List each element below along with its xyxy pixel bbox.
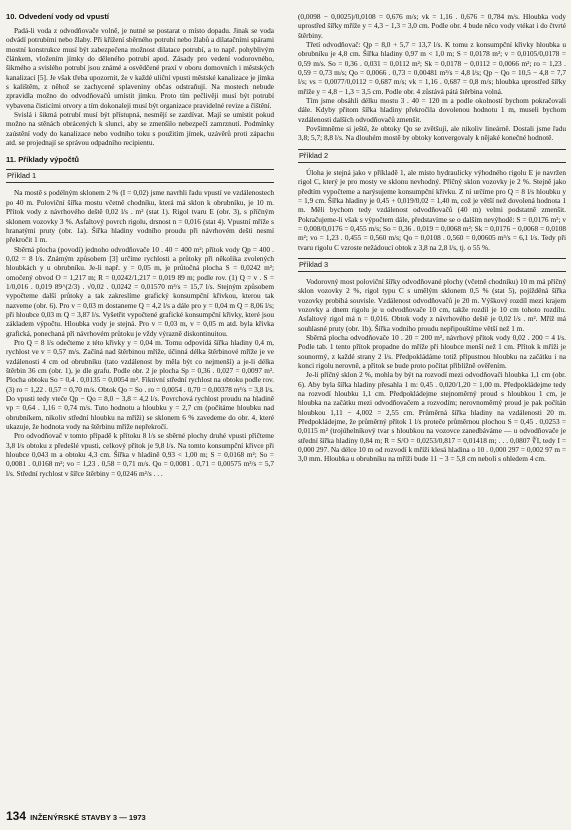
paragraph: Vodorovný most poloviční šířky odvodňované plochy (včetně chodníku) 10 m má příčný sklon vozovky 2 %, rigol typu C s umělým sklonem 0,5 % (stat 5), pojížděná šířka vozovky probíhá souvisle. Vzdálenost odvodňovačů je 20 m. Výškový rozdíl mezi krajem vozovky a dnem rigolu je u odvodňovače 10 cm, takže rozdíl je 10 cm tohoto rozdílu. Asfaltový rigol má n = 0,016. Obtok vody z návrhového deště je 0,02 l/s . m². Mříž má souhlasné pruty (obr. 1b). Šířka vodního proudu nepřipouštíme větší než 1 m. bbox=[298, 276, 566, 333]
paragraph: Je-li příčný sklon 2 %, mohla by být na rozvodí mezi odvodňovači hloubka 1,1 cm (obr. 6). Aby byla šířka hladiny přesahla 1 m: 0,45 . 0,020/1,20 = 1,00 m. Předpokládejme tedy na rozvodí hloubku 1,1 cm. Předpokládejme stejnoměrný proud s hloubkou 1 cm, je hloubka na začátku mezi odvodňovačem a rozvodím; nerovnoměrný proud je pak počítán hloubkou 1,11 − 4,002 = 2,55 cm. Průměrná šířka hladiny na vzdálenosti 20 m. Předpokládejme, že průměrný přítok 1 l/s proteče průměrnou plochou S = 0,45 . 0,0253 = 0,0115 m² (trojúhelníkový tvar s hloubkou na vozovce zanedbáváme — u odvodňovače je střední šířka hladiny 0,84 m; R = S/O = 0,0253/0,817 = 0,01418 m; . . . 0,0807 ∜I, tedy I = 0,000 297. Na délce 10 m od rozvodí k mříži klesá hladina o 10 . 0,000 297 = 0,002 97 m = 3,0 mm. Hloubka u obrubníku na mříži bude 11 − 3 = 5,8 cm neboli s ohledem 4 cm. bbox=[298, 370, 566, 464]
paragraph: Padá-li voda z odvodňovače volně, je nutné se postarat o místo dopadu. Jinak se voda odvádí potrubími nebo žlaby. Při křížení sběrného potrubí nebo žlabů a dilatačními spárami mostní konstrukce musí být zabezpečena možnost dilatace potrubí, a to např. pohyblivým článkem, vložením jímky do děleného potrubí apod. Zásady pro vedení vodorovného, šikmého a svislého potrubí jsou známé a osvědčené praxí v oboru domovních i městských kanalizací [5]. Je však třeba upozornit, že v každé uliční vpusti městské kanalizace je jímka s kalištěm, z něhož se zachycené splaveniny občas odstraňují. Na mostech nebude zpravidla možno do odvodňovačů umístit jímku. Proto tím pečlivěji musí být potrubí vybavena čisticími otvory a tím dokonaleji musí být organizace pravidelné revize a čištění. bbox=[6, 26, 274, 110]
page-number: 134 bbox=[6, 809, 27, 823]
right-column bbox=[298, 12, 566, 464]
paragraph: Pro odvodňovač v tomto případě k přítoku 8 l/s se sběrné plochy druhé vpusti přičteme 3,8 l/s obtoku z předešlé vpusti, celkový přítok je 9,8 l/s. Na tomto konsumpční křivce při hloubce 0,043 m a obtoku 4,3 cm. Šířka v hladině 0,93 < 1,00 m; S = 0,0168 m²; So = 0,0081 . 0,0168 m²; vo = 1,23 . 0,58 = 0,71 m/s. Qo = 0,0081 . 0,71 = 0,00575 m³/s = 5,7 l/s. Střední rychlost v šířce štěrbiny = 0,0246 m²/s . . . bbox=[6, 431, 274, 478]
section-heading-11: 11. Příklady výpočtů bbox=[6, 155, 80, 165]
paragraph: Sběrná plocha (povodí) jednoho odvodňovače 10 . 40 = 400 m²; přítok vody Qp = 400 . 0,02 = 8 l/s. Známým způsobem [3] určíme rychlosti a průtoky při několika zvolených hloubkách y u obrubníku. Je-li např. y = 0,05 m, je průtočná plocha S = 0,0242 m²; omočený obvod O = 1,217 m; R = 0,0242/1,217 = 0,019 89 m; podle rov. (1) Q = v . S = 1/0,016 . 0,019 89^(2/3) . √0,02 . 0,0242 = 0,01570 m³/s = 15,7 l/s. Stejným způsobem vypočteme další průtoky a tak zakreslíme grafický konsumpční křivkou, kterou tak nazveme (obr. 6). Pro v = 0,03 m dostaneme Q = 4,2 l/s a dále pro y = 0,04 m Q = 8,06 l/s; při hloubce 0,03 m Q = 3,87 l/s. Vyšetřit vypočtené grafické konsumpční křivky, které jsou základem výpočtu. Hloubka vody je stejná. Pro v = 0,03 m, v = 0,05 m atd. byla křivka grafická, ponechaná při návrhovém průtoku je vždy výrazně diskontinuitou. bbox=[6, 244, 274, 338]
paragraph: Sběrná plocha odvodňovače 10 . 20 = 200 m², návrhový přítok vody 0,02 . 200 = 4 l/s. Podle tab. 1 tento přítok propadne do mříže při hloubce menší než 1 cm. Přítok k mříži je sounormý, z každé strany 2 l/s. Předpokládáme totiž přípustnou hloubku na začátku i na konci rigolu nerovně, a přitok se bude proto počítat přibližně ověřením. bbox=[298, 332, 566, 370]
example-heading-3: Příklad 3 bbox=[298, 258, 566, 272]
section-heading-10: 10. Odvedení vody od vpustí bbox=[6, 12, 109, 21]
paragraph: Svislá i šikmá potrubí musí být přístupná, nesmějí se zazdívat. Mají se umístit pokud možno na stěnách obrácených k slunci, aby se zmenšilo nebezpečí zamrznutí. Podmínky zaústění vody do kanalizace nebo vodního toku s použitím jímek, uzávěrů proti zápachu atd. se projednají se správou odpadního recipientu. bbox=[6, 110, 274, 148]
paragraph: Pro Q = 8 l/s odečteme z této křivky y = 0,04 m. Tomu odpovídá šířka hladiny 0,4 m, rychlost ve v = 0,57 m/s. Začíná nad štěrbinou mříže, účinná délka štěrbinové mříže je ve vzdálenosti 4 cm od obrubníku (tato vzdálenost by měla být co nejmenší) a je-li délka štěrbin 36 cm (obr. 1), je dle grafu. Podle obr. 2 je plocha Sp = 0,36 . 0,027 = 0,0097 m². Plocha obtoku So = 0,4 . 0,0135 = 0,0054 m². Fiktivní střední rychlost na obtoku podle rov. (3) ro = 1,22 . 0,57 = 0,70 m/s. Obtok Qo = So . ro = 0,0054 . 0,70 = 0,00378 m³/s = 3,8 l/s. Do vpusti tedy vteče Qp − Qo = 8,0 − 3,8 = 4,2 l/s. Povrchová rychlost proudu na hladině vp = 0,64 . 1,16 = 0,74 m/s. Tuto hodnotu a hloubku y = 2,7 cm (počítáme hloubku nad obrubníkem, nikoliv střední hloubku na mříži) se sklonem 6 % zavedeme do obr. 4, které ukazuje, že hodnota vody na štěrbinu mříže nepřekročí. bbox=[6, 337, 274, 432]
journal-name: INŽENÝRSKÉ STAVBY 3 — 1973 bbox=[30, 813, 146, 822]
paragraph: Povšimněme si ještě, že obtoky Qo se zvětšují, ale nikoliv lineárně. Dostali jsme řadu 3,8; 5,7; 8,8 l/s. Na dlouhém mostě by obtoky konvergovaly k nějaké konečné hodnotě. bbox=[298, 124, 566, 143]
paragraph: (0,0098 − 0,0025)/0,0108 = 0,676 m/s; vk = 1,16 . 0,676 = 0,784 m/s. Hloubka vody uprostřed šířky mříže y = 4,3 − 1,3 = 3,0 cm. Podle obr. 4 bude něco vody vtékat i do čtvrté štěrbiny. bbox=[298, 12, 566, 40]
paragraph: Úloha je stejná jako v příkladě 1, ale místo hydraulicky výhodného rigolu E je navržen rigol C, který je pro mosty ve sklonu nevhodný. Příčný sklon vozovky je 2 %. Stejně jako předtím vypočteme a narýsujeme konsumpční křivku. Z ní určíme pro Q = 8 l/s hloubku y = 1,9 cm. Šířka hladiny je 0,45 + 0,019/0,02 = 1,40 m, což je větší než dovolená hodnota 1 m. Měli bychom tedy vzdálenost odvodňovačů (40 m) velmi podstatně zmenšit. Pokračujeme-li však s výpočtem dále, představíme se o dalším nevýhodě: S = 0,0176 m²; v = 0,008/0,0176 = 0,455 m/s; So = 0,36 . 0,019 = 0,0068 m²; Sk = 0,0176 − 0,0068 = 0,0108 m²; vo = 1,23 . 0,455 = 0,560 m/s; Qo = 0,0108 . 0,560 = 0,00605 m³/s = 6,1 l/s. Tedy při tvaru rigolu C vzroste nežádoucí obtok z 3,8 na 2,8 l/s, tj. o 55 %. bbox=[298, 167, 566, 252]
paragraph: Třetí odvodňovač: Qp = 8,0 + 5,7 = 13,7 l/s. K tomu z konsumpční křivky hloubka u obrubníku je 4,8 cm. Šířka hladiny 0,97 m < 1,0 m; S = 0,0178 m²; v = 0,0105/0,0178 = 0,59 m/s. So = 0,36 . 0,031 = 0,0112 m²; Sk = 0,0178 − 0,0112 = 0,0066 m²; ro = 1,23 . 0,59 = 0,73 m/s; Qo = 0,0066 . 0,73 = 0,00481 m³/s = 4,8 l/s; Qp − Qo = 10,5 − 4,8 = 7,7 l/s; vs = 0,0077/0,0112 = 0,687 m/s; vk = 1,16 . 0,687 = 0,8 m/s; hloubka uprostřed šířky mříže y = 4,8 − 1,3 = 3,5 cm. Podle obr. 4 zůstává pátá štěrbina volná. bbox=[298, 40, 566, 96]
example-heading-2: Příklad 2 bbox=[298, 149, 566, 163]
example-heading-1: Příklad 1 bbox=[6, 169, 274, 183]
paragraph: Tím jsme obsáhli délku mostu 3 . 40 = 120 m a podle okolností bychom pokračovali dále. Kdyby přitom šířka hladiny překročila dovolenou hodnotu 1 m, museli bychom vzdálenosti dalších odvodňovačů zmenšit. bbox=[298, 96, 566, 124]
left-column bbox=[6, 12, 274, 478]
page-footer bbox=[6, 809, 274, 823]
paragraph: Na mostě s podélným sklonem 2 % (I = 0,02) jsme navrhli řadu vpustí ve vzdálenostech po 40 m. Poloviční šířka mostu včetně chodníku, která má sklon k obrubníku, je 10 m. Přítok vody z návrhového deště 0,02 l/s . m² (stat 1). Rigol tvaru E (obr. 3), s příčným sklonem vozovky 3 %. Asfaltový povrch rigolu, drsnost n = 0,016 (stat 4). Vpustní mříže s hranatými pruty (obr. 1a). Šířka hladiny vodního proudu při návrhovém dešti nesmí překročit 1 m. bbox=[6, 188, 274, 245]
